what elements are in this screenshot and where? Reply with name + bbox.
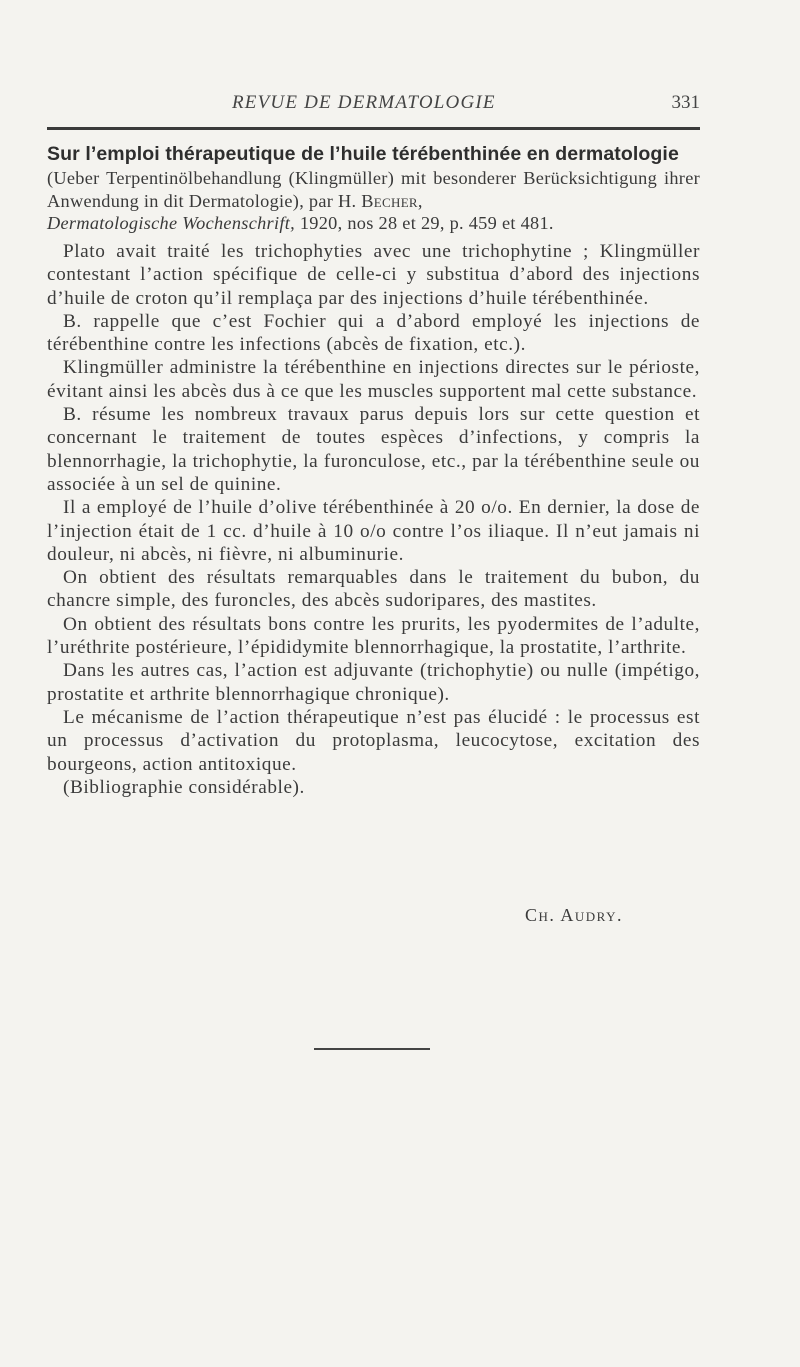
paragraph: On obtient des résultats remarquables dans le traitement du bubon, du chancre simple, des furoncles, des abcès sudoripares, des mastites. [47,567,700,612]
paragraph: Klingmüller administre la térébenthine en injections directes sur le périoste, évitant ainsi les abcès dus à ce que les muscles supportent mal cette substance. [47,357,700,402]
paragraph: Dans les autres cas, l’action est adjuvante (trichophytie) ou nulle (impétigo, prostatite et arthrite blennorrhagique chronique). [47,660,700,705]
article-body [47,240,700,799]
reference-author: Becher, [361,190,423,211]
bibliographic-reference [47,167,700,235]
end-rule [314,1048,430,1050]
paragraph: On obtient des résultats bons contre les prurits, les pyodermites de l’adulte, l’uréthrite postérieure, l’épididymite blennorrhagique, la prostatite, l’arthrite. [47,613,700,659]
article-title: Sur l’emploi thérapeutique de l’huile térébenthinée en dermatologie [47,143,679,165]
paragraph: Il a employé de l’huile d’olive térébenthinée à 20 o/o. En dernier, la dose de l’injection était de 1 cc. d’huile à 10 o/o contre l’os iliaque. Il n’eut jamais ni douleur, ni abcès, ni fièvre, ni albuminurie. [47,497,700,565]
reference-journal: Dermatologische Wochenschrift, [47,213,295,233]
reference-details: 1920, nos 28 et 29, p. 459 et 481. [299,213,554,233]
paragraph: B. rappelle que c’est Fochier qui a d’abord employé les injections de térébenthine contre les infections (abcès de fixation, etc.). [47,310,700,356]
running-header [47,92,700,116]
reference-lead: (Ueber Terpentinölbehandlung (Klingmüller) mit besonderer Berücksichtigung ihrer Anwendung in dit Dermatologie), par H. [47,168,700,211]
paragraph: B. résume les nombreux travaux parus depuis lors sur cette question et concernant le traitement de toutes espèces d’infections, y compris la blennorrhagie, la trichophytie, la furonculose, etc., par la térébenthine seule ou associée à un sel de quinine. [47,404,700,495]
paragraph: (Bibliographie considérable). [63,776,305,798]
paragraph: Le mécanisme de l’action thérapeutique n’est pas élucidé : le processus est un processus d’activation du protoplasma, leucocytose, excitation des bourgeons, action antitoxique. [47,706,700,775]
paragraph: Plato avait traité les trichophyties avec une trichophytine ; Klingmüller contestant l’action spécifique de celle-ci y substitua d’abord des injections d’huile de croton qu’il remplaça par des injections d’huile térébenthinée. [47,241,700,309]
header-rule [47,127,700,130]
author-signature: Ch. Audry. [524,905,623,925]
page-number: 331 [671,92,700,113]
running-title: REVUE DE DERMATOLOGIE [232,92,496,113]
